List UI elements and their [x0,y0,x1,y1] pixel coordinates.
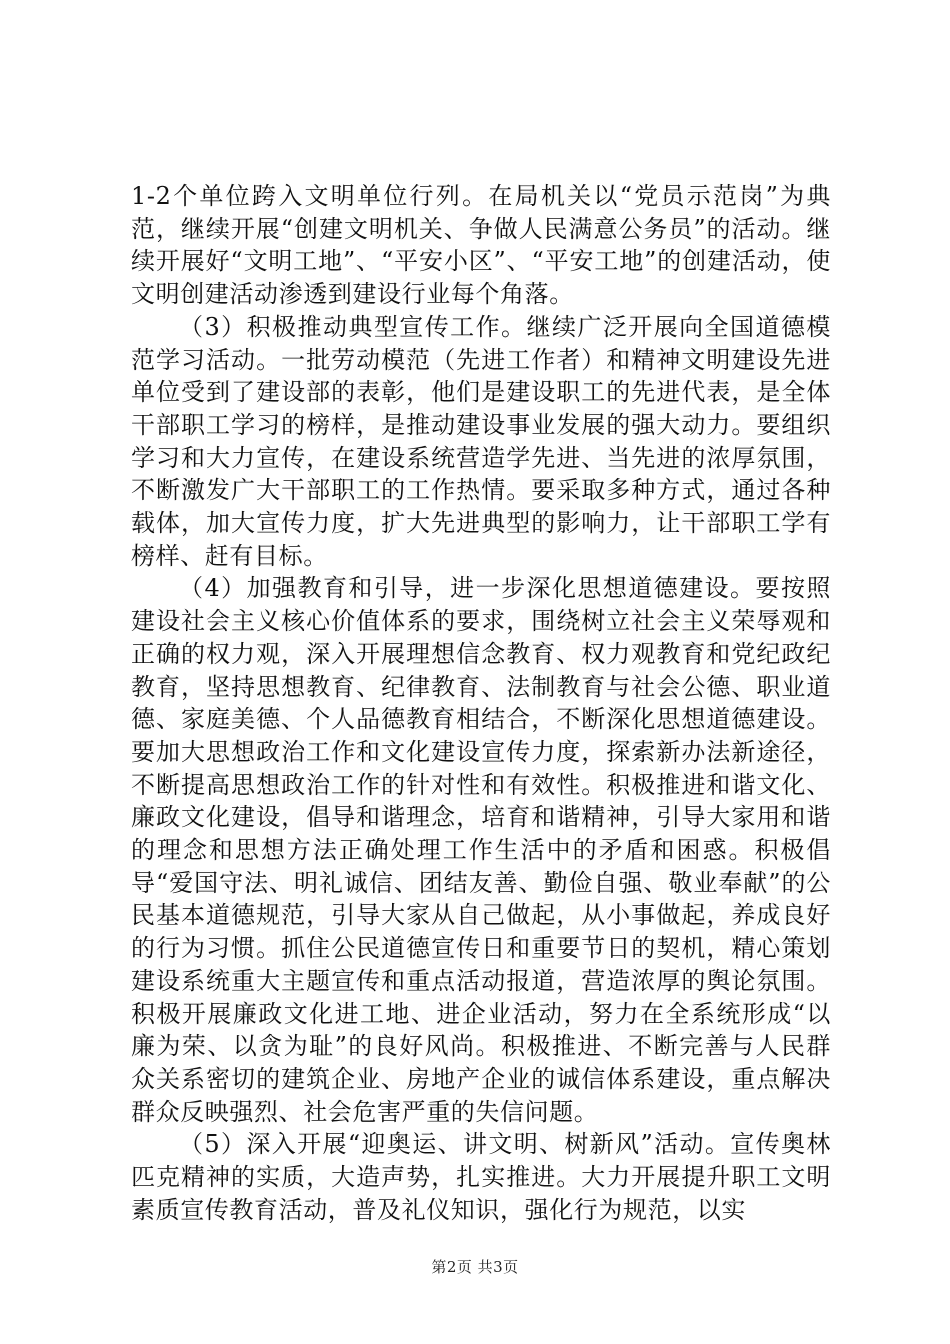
paragraph-continuation: 1-2个单位跨入文明单位行列。在局机关以“党员示范岗”为典范，继续开展“创建文明机关、争做人民满意公务员”的活动。继续开展好“文明工地”、“平安小区”、“平安工地”的创建活动，使文明创建活动渗透到建设行业每个角落。 [131,182,831,309]
document-body [131,180,831,1227]
paragraph-item-5: （5）深入开展“迎奥运、讲文明、树新风”活动。宣传奥林匹克精神的实质，大造声势，扎实推进。大力开展提升职工文明素质宣传教育活动，普及礼仪知识，强化行为规范，以实 [131,1130,831,1224]
paragraph-item-3: （3）积极推动典型宣传工作。继续广泛开展向全国道德模范学习活动。一批劳动模范（先进工作者）和精神文明建设先进单位受到了建设部的表彰，他们是建设职工的先进代表，是全体干部职工学习的榜样，是推动建设事业发展的强大动力。要组织学习和大力宣传，在建设系统营造学先进、当先进的浓厚氛围，不断激发广大干部职工的工作热情。要采取多种方式，通过各种载体，加大宣传力度，扩大先进典型的影响力，让干部职工学有榜样、赶有目标。 [131,312,831,570]
paragraph-item-4: （4）加强教育和引导，进一步深化思想道德建设。要按照建设社会主义核心价值体系的要求，围绕树立社会主义荣辱观和正确的权力观，深入开展理想信念教育、权力观教育和党纪政纪教育，坚持思想教育、纪律教育、法制教育与社会公德、职业道德、家庭美德、个人品德教育相结合，不断深化思想道德建设。要加大思想政治工作和文化建设宣传力度，探索新办法新途径，不断提高思想政治工作的针对性和有效性。积极推进和谐文化、廉政文化建设，倡导和谐理念，培育和谐精神，引导大家用和谐的理念和思想方法正确处理工作生活中的矛盾和困惑。积极倡导“爱国守法、明礼诚信、团结友善、勤俭自强、敬业奉献”的公民基本道德规范，引导大家从自己做起，从小事做起，养成良好的行为习惯。抓住公民道德宣传日和重要节日的契机，精心策划建设系统重大主题宣传和重点活动报道，营造浓厚的舆论氛围。积极开展廉政文化进工地、进企业活动，努力在全系统形成“以廉为荣、以贪为耻”的良好风尚。积极推进、不断完善与人民群众关系密切的建筑企业、房地产企业的诚信体系建设，重点解决群众反映强烈、社会危害严重的失信问题。 [131,574,831,1126]
page-number-footer: 第2页 共3页 [431,1258,519,1276]
